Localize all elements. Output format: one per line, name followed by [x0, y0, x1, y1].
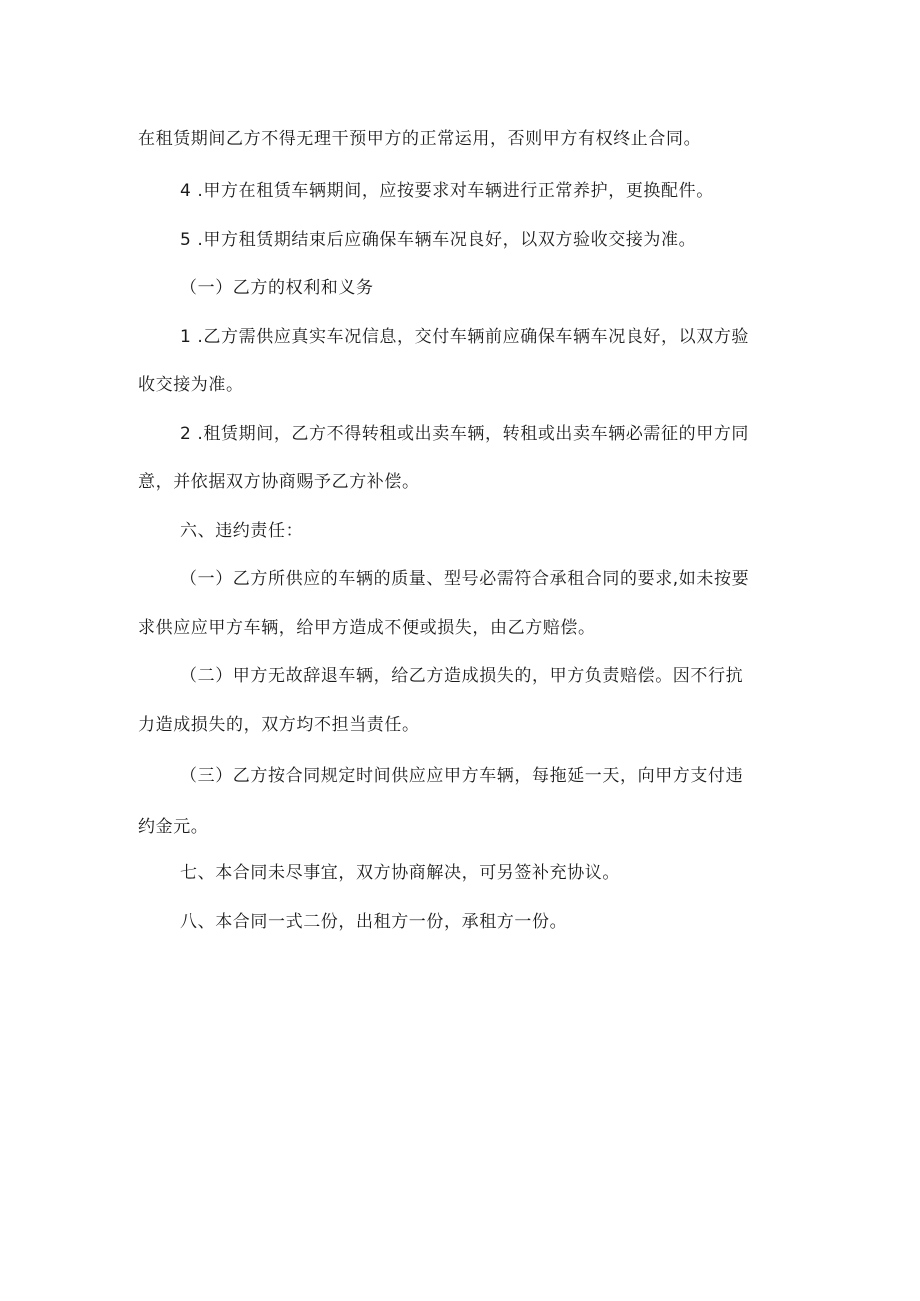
section-seven: 七、本合同未尽事宜，双方协商解决，可另签补充协议。 — [180, 863, 620, 883]
clause-4: 4 .甲方在租赁车辆期间，应按要求对车辆进行正常养护，更换配件。 — [180, 181, 714, 201]
clause-1-line-1: 1 .乙方需供应真实车况信息，交付车辆前应确保车辆车况良好，以双方验 — [180, 327, 750, 347]
section-heading-party-b-rights: （一）乙方的权利和义务 — [180, 278, 374, 298]
liability-3-line-1: （三）乙方按合同规定时间供应应甲方车辆，每拖延一天，向甲方支付违 — [180, 766, 744, 786]
clause-2-line-1: 2 .租赁期间，乙方不得转租或出卖车辆，转租或出卖车辆必需征的甲方同 — [180, 424, 750, 444]
clause-5: 5 .甲方租赁期结束后应确保车辆车况良好，以双方验收交接为准。 — [180, 230, 697, 250]
liability-3-line-2: 约金元。 — [138, 817, 209, 837]
liability-2-line-2: 力造成损失的，双方均不担当责任。 — [138, 715, 420, 735]
liability-2-line-1: （二）甲方无故辞退车辆，给乙方造成损失的，甲方负责赔偿。因不行抗 — [180, 666, 744, 686]
clause-2-line-2: 意，并依据双方协商赐予乙方补偿。 — [138, 472, 420, 492]
section-heading-liability: 六、违约责任： — [180, 521, 304, 541]
text-line-continuation: 在租赁期间乙方不得无理干预甲方的正常运用，否则甲方有权终止合同。 — [138, 129, 702, 149]
section-eight: 八、本合同一式二份，出租方一份，承租方一份。 — [180, 912, 568, 932]
liability-1-line-2: 求供应应甲方车辆，给甲方造成不便或损失，由乙方赔偿。 — [138, 618, 596, 638]
liability-1-line-1: （一）乙方所供应的车辆的质量、型号必需符合承租合同的要求,如未按要 — [180, 569, 750, 589]
clause-1-line-2: 收交接为准。 — [138, 375, 244, 395]
